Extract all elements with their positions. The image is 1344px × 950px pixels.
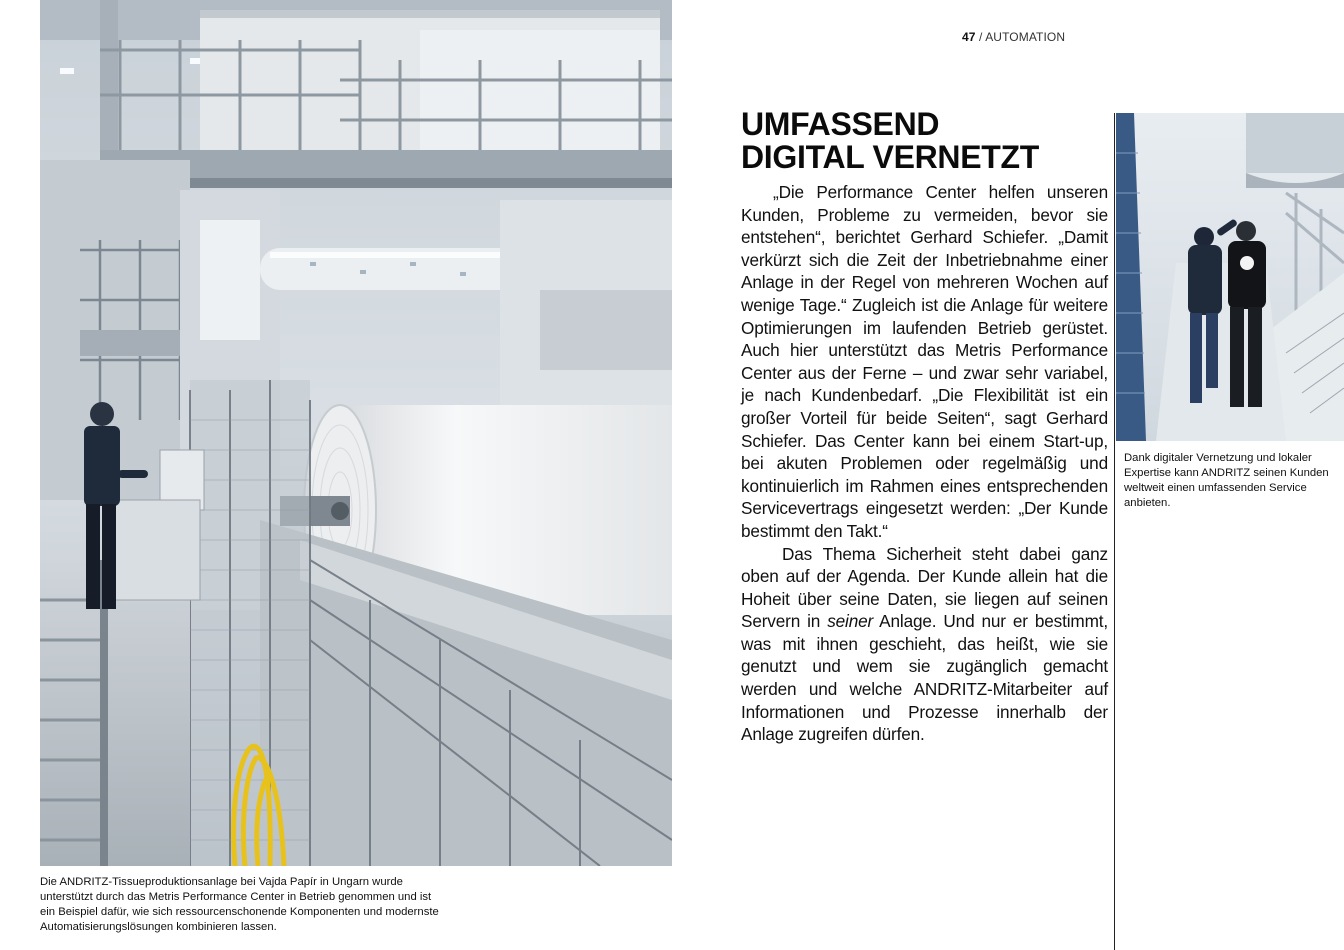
header-separator: / — [975, 30, 986, 44]
paragraph-1: „Die Performance Center helfen unseren Kunden, Probleme zu vermeiden, bevor sie entstehen“, berichtet Gerhard Schiefer. „Damit verkürzt sich die Zeit der Inbetriebnahme einer Anlage in der Regel von mehreren Wochen auf wenige Tage.“ Zugleich ist die Anlage für weitere Optimierungen im laufenden Betrieb gerüstet. Auch hier unterstützt das Metris Performance Center aus der Ferne – und zwar sehr variabel, je nach Kundenbedarf. „Die Flexibilität ist ein großer Vorteil für beide Seiten“, sagt Gerhard Schiefer. Das Center kann bei einem Start-up, bei akuten Problemen oder regelmäßig und kontinuierlich im Rahmen eines entsprechenden Servicevertrags eingesetzt werden: „Der Kunde bestimmt den Takt.“ — [741, 182, 1108, 541]
workers-illustration — [1116, 113, 1344, 441]
tissue-machine-photo — [40, 0, 672, 866]
article-body — [741, 181, 1108, 746]
column-divider — [1114, 113, 1115, 950]
tissue-machine-illustration — [40, 0, 672, 866]
left-photo-caption: Die ANDRITZ-Tissueproduktionsanlage bei Vajda Papír in Ungarn wurde unterstützt durch das Metris Performance Center in Betrieb genommen und ist ein Beispiel dafür, wie sich ressourcenschonende Komponenten und modernste Automatisierungslösungen kombinieren lassen. — [40, 876, 439, 933]
right-photo-caption: Dank digitaler Vernetzung und lokaler Expertise kann ANDRITZ seinen Kunden weltweit einen umfassenden Service anbieten. — [1124, 452, 1329, 509]
paragraph-2-part-1: Das Thema Sicherheit steht dabei ganz oben auf der Agenda. Der Kunde allein hat die Hoheit über seine Daten, sie liegen auf seinen Servern in — [741, 543, 1108, 632]
headline-line-2: DIGITAL VERNETZT — [741, 139, 1040, 175]
paragraph-2-part-2: Anlage. Und nur er bestimmt, was mit ihnen geschieht, das heißt, wie sie genutzt und wem sie zugänglich gemacht werden und welche ANDRITZ-Mitarbeiter auf Informationen und Prozesse innerhalb der Anlage zugreifen dürfen. — [741, 611, 1108, 745]
section-title: AUTOMATION — [985, 30, 1066, 44]
page-header — [962, 30, 1065, 44]
paragraph-2-emphasis: seiner — [827, 611, 874, 632]
article-headline — [741, 108, 1111, 174]
workers-photo — [1116, 113, 1344, 441]
headline-line-1: UMFASSEND — [741, 106, 940, 142]
paragraph-2 — [741, 543, 1108, 746]
page-number: 47 — [962, 30, 976, 44]
